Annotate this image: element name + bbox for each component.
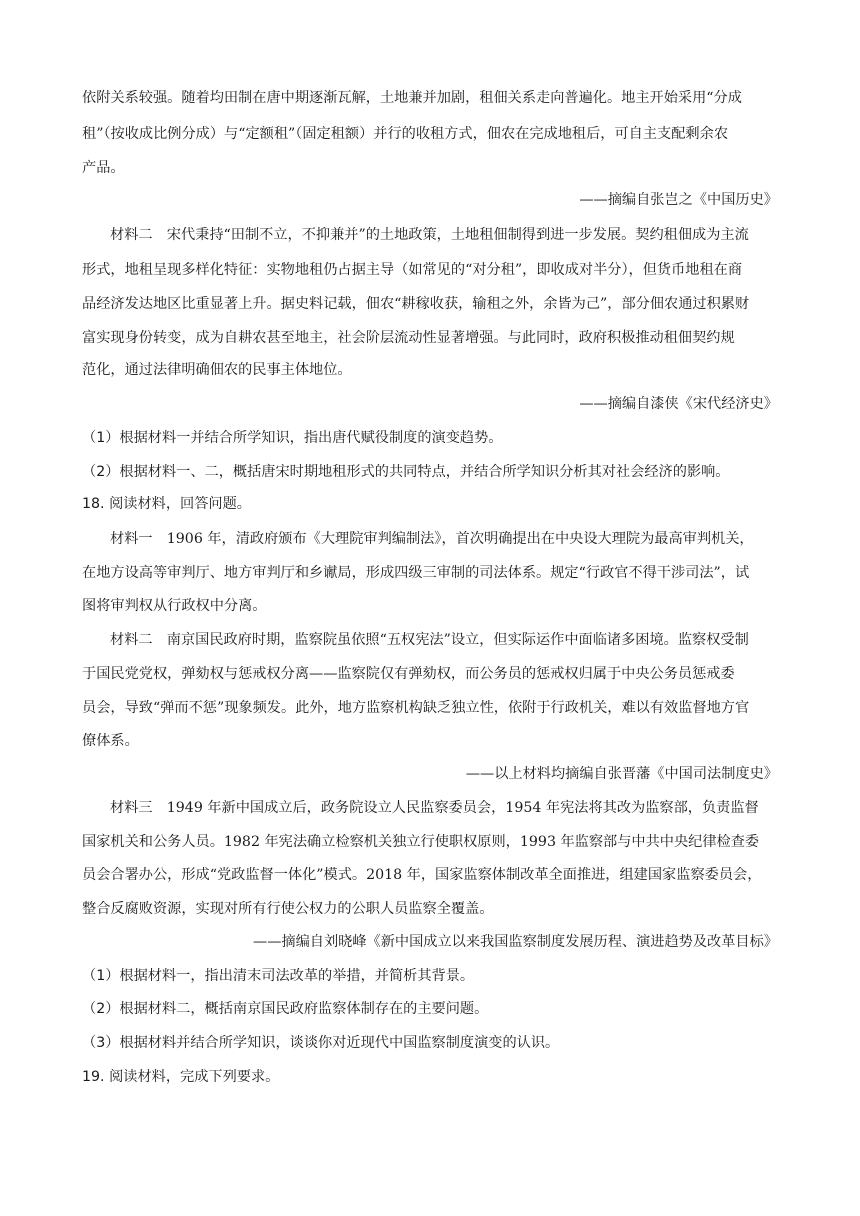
paragraph-line: 形式，地租呈现多样化特征：实物地租仍占据主导（如常见的“对分租”，即收成对半分），但货币地租在商 <box>82 262 743 278</box>
source-attribution: ——摘编自漆侠《宋代经济史》 <box>579 396 778 412</box>
paragraph-line: 品经济发达地区比重显著上升。据史料记载，佃农“耕稼收获，输租之外，余皆为己”，部分佃农通过积累财 <box>82 296 750 312</box>
paragraph-line: 材料一 1906 年，清政府颁布《大理院审判编制法》，首次明确提出在中央设大理院为最高审判机关， <box>110 531 754 547</box>
question-heading: 19. 阅读材料，完成下列要求。 <box>82 1069 280 1085</box>
paragraph-line: 国家机关和公务人员。1982 年宪法确立检察机关独立行使职权原则，1993 年监察部与中共中央纪律检查委 <box>82 834 760 850</box>
question-item: （1）根据材料一，指出清末司法改革的举措，并简析其背景。 <box>82 968 475 984</box>
paragraph-line: 在地方设高等审判厅、地方审判厅和乡谳局，形成四级三审制的司法体系。规定“行政官不得干涉司法”，试 <box>82 565 750 581</box>
question-item: （2）根据材料二，概括南京国民政府监察体制存在的主要问题。 <box>82 1001 489 1017</box>
paragraph-line: 产品。 <box>82 160 125 176</box>
paragraph-line: 图将审判权从行政权中分离。 <box>82 598 267 614</box>
question-item: （1）根据材料一并结合所学知识，指出唐代赋役制度的演变趋势。 <box>82 430 503 446</box>
paragraph-line: 材料二 宋代秉持“田制不立，不抑兼并”的土地政策，土地租佃制得到进一步发展。契约租佃成为主流 <box>110 227 749 243</box>
source-attribution: ——以上材料均摘编自张晋藩《中国司法制度史》 <box>465 766 778 782</box>
question-item: （2）根据材料一、二，概括唐宋时期地租形式的共同特点，并结合所学知识分析其对社会经济的影响。 <box>82 464 730 480</box>
paragraph-line: 材料二 南京国民政府时期，监察院虽依照“五权宪法”设立，但实际运作中面临诸多困境。监察权受制 <box>110 632 749 648</box>
question-heading: 18. 阅读材料，回答问题。 <box>82 496 251 512</box>
paragraph-line: 员会合署办公，形成“党政监督一体化”模式。2018 年，国家监察体制改革全面推进，组建国家监察委员会， <box>82 867 762 883</box>
paragraph-line: 整合反腐败资源，实现对所有行使公权力的公职人员监察全覆盖。 <box>82 901 494 917</box>
question-item: （3）根据材料并结合所学知识，谈谈你对近现代中国监察制度演变的认识。 <box>82 1035 560 1051</box>
paragraph-line: 租”（按收成比例分成）与“定额租”（固定租额）并行的收租方式，佃农在完成地租后，可自主支配剩余农 <box>82 126 729 142</box>
source-attribution: ——摘编自刘晓峰《新中国成立以来我国监察制度发展历程、演进趋势及改革目标》 <box>253 934 778 950</box>
paragraph-line: 员会，导致“弹而不惩”现象频发。此外，地方监察机构缺乏独立性，依附于行政机关，难以有效监督地方官 <box>82 700 750 716</box>
source-attribution: ——摘编自张岂之《中国历史》 <box>579 192 778 208</box>
paragraph-line: 僚体系。 <box>82 733 139 749</box>
paragraph-line: 材料三 1949 年新中国成立后，政务院设立人民监察委员会，1954 年宪法将其改为监察部，负责监督 <box>110 800 759 816</box>
paragraph-line: 于国民党党权，弹劾权与惩戒权分离——监察院仅有弹劾权，而公务员的惩戒权归属于中央公务员惩戒委 <box>82 666 735 682</box>
paragraph-line: 范化，通过法律明确佃农的民事主体地位。 <box>82 362 352 378</box>
paragraph-line: 依附关系较强。随着均田制在唐中期逐渐瓦解，土地兼并加剧，租佃关系走向普遍化。地主开始采用“分成 <box>82 90 742 106</box>
paragraph-line: 富实现身份转变，成为自耕农甚至地主，社会阶层流动性显著增强。与此同时，政府积极推动租佃契约规 <box>82 330 735 346</box>
